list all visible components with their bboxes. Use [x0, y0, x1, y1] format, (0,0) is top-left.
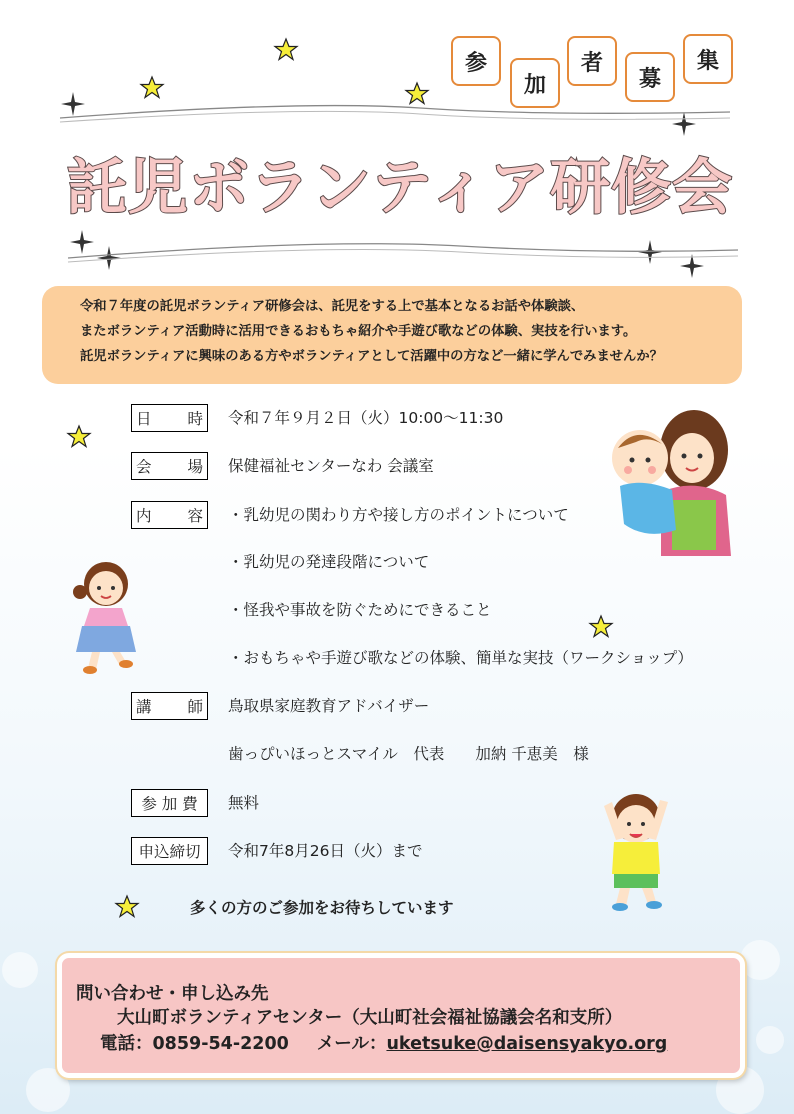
venue-label [131, 452, 208, 480]
lecturer-title: 鳥取県家庭教育アドバイザー [228, 697, 430, 715]
email-link[interactable]: uketsuke@daisensyakyo.org [386, 1034, 668, 1054]
intro-line: 託児ボランティアに興味のある方やボランティアとして活躍中の方など一緒に学んでみませんか？ [80, 349, 663, 364]
star-icon [590, 616, 612, 637]
phone-number: 0859-54-2200 [152, 1034, 289, 1054]
sparkle-icon [97, 246, 121, 270]
intro-line: またボランティア活動時に活用できるおもちゃ紹介や手遊び歌などの体験、実技を行います。 [80, 324, 637, 339]
star-icon [141, 77, 163, 98]
fee-value: 無料 [228, 794, 260, 812]
content-item: ・乳幼児の関わり方や接し方のポイントについて [228, 506, 569, 524]
content-label-char: 内 [136, 507, 152, 525]
deadline-value: 令和7年8月26日（火）まで [228, 842, 423, 860]
content-label-char: 容 [187, 507, 203, 525]
deadline-label [131, 837, 208, 865]
boy-illustration [596, 778, 678, 914]
intro-line: 令和７年度の託児ボランティア研修会は、託児をする上で基本となるお話や体験談、 [80, 299, 585, 314]
lecturer-label-char: 師 [187, 698, 203, 716]
contact-heading: 問い合わせ・申し込み先 [76, 984, 269, 1004]
sparkle-icon [70, 230, 94, 254]
fee-label-text: 参 加 費 [141, 795, 198, 813]
mother-baby-illustration [606, 400, 731, 556]
contact-box [57, 953, 745, 1078]
mail-label: メール： [316, 1034, 387, 1054]
recruit-char-box: 参 [451, 36, 501, 86]
contact-organization: 大山町ボランティアセンター（大山町社会福祉協議会名和支所） [117, 1008, 623, 1028]
star-icon [406, 83, 428, 104]
date-label-char: 時 [187, 410, 203, 428]
intro-box [42, 286, 742, 384]
star-icon [68, 426, 90, 447]
closing-message: 多くの方のご参加をお待ちしています [190, 899, 454, 917]
deadline-label-text: 申込締切 [138, 843, 201, 861]
content-item: ・怪我や事故を防ぐためにできること [228, 601, 492, 619]
venue-label-char: 場 [187, 458, 203, 476]
recruit-char-box: 募 [625, 52, 675, 102]
date-value: 令和７年９月２日（火）10:00～11:30 [228, 409, 504, 427]
content-label [131, 501, 208, 529]
star-icon [116, 896, 138, 917]
recruit-char-box: 者 [567, 36, 617, 86]
fee-label [131, 789, 208, 817]
recruit-char-box: 加 [510, 58, 560, 108]
lecturer-label [131, 692, 208, 720]
date-label-char: 日 [136, 410, 152, 428]
lecturer-name: 歯っぴいほっとスマイル 代表 加納 千恵美 様 [228, 745, 589, 763]
venue-label-char: 会 [136, 458, 152, 476]
star-icon [275, 39, 297, 60]
sparkle-icon [638, 240, 662, 264]
contact-details [100, 1030, 667, 1055]
venue-value: 保健福祉センターなわ 会議室 [228, 457, 434, 475]
lecturer-label-char: 講 [136, 698, 152, 716]
sparkle-icon [672, 112, 696, 136]
page-title: 託児ボランティア研修会 [66, 153, 734, 223]
sparkle-icon [61, 92, 85, 116]
date-label [131, 404, 208, 432]
content-item: ・おもちゃや手遊び歌などの体験、簡単な実技（ワークショップ） [228, 649, 693, 667]
content-item: ・乳幼児の発達段階について [228, 553, 430, 571]
recruit-char-box: 集 [683, 34, 733, 84]
phone-label: 電話： [100, 1034, 153, 1054]
girl-illustration [66, 556, 146, 674]
